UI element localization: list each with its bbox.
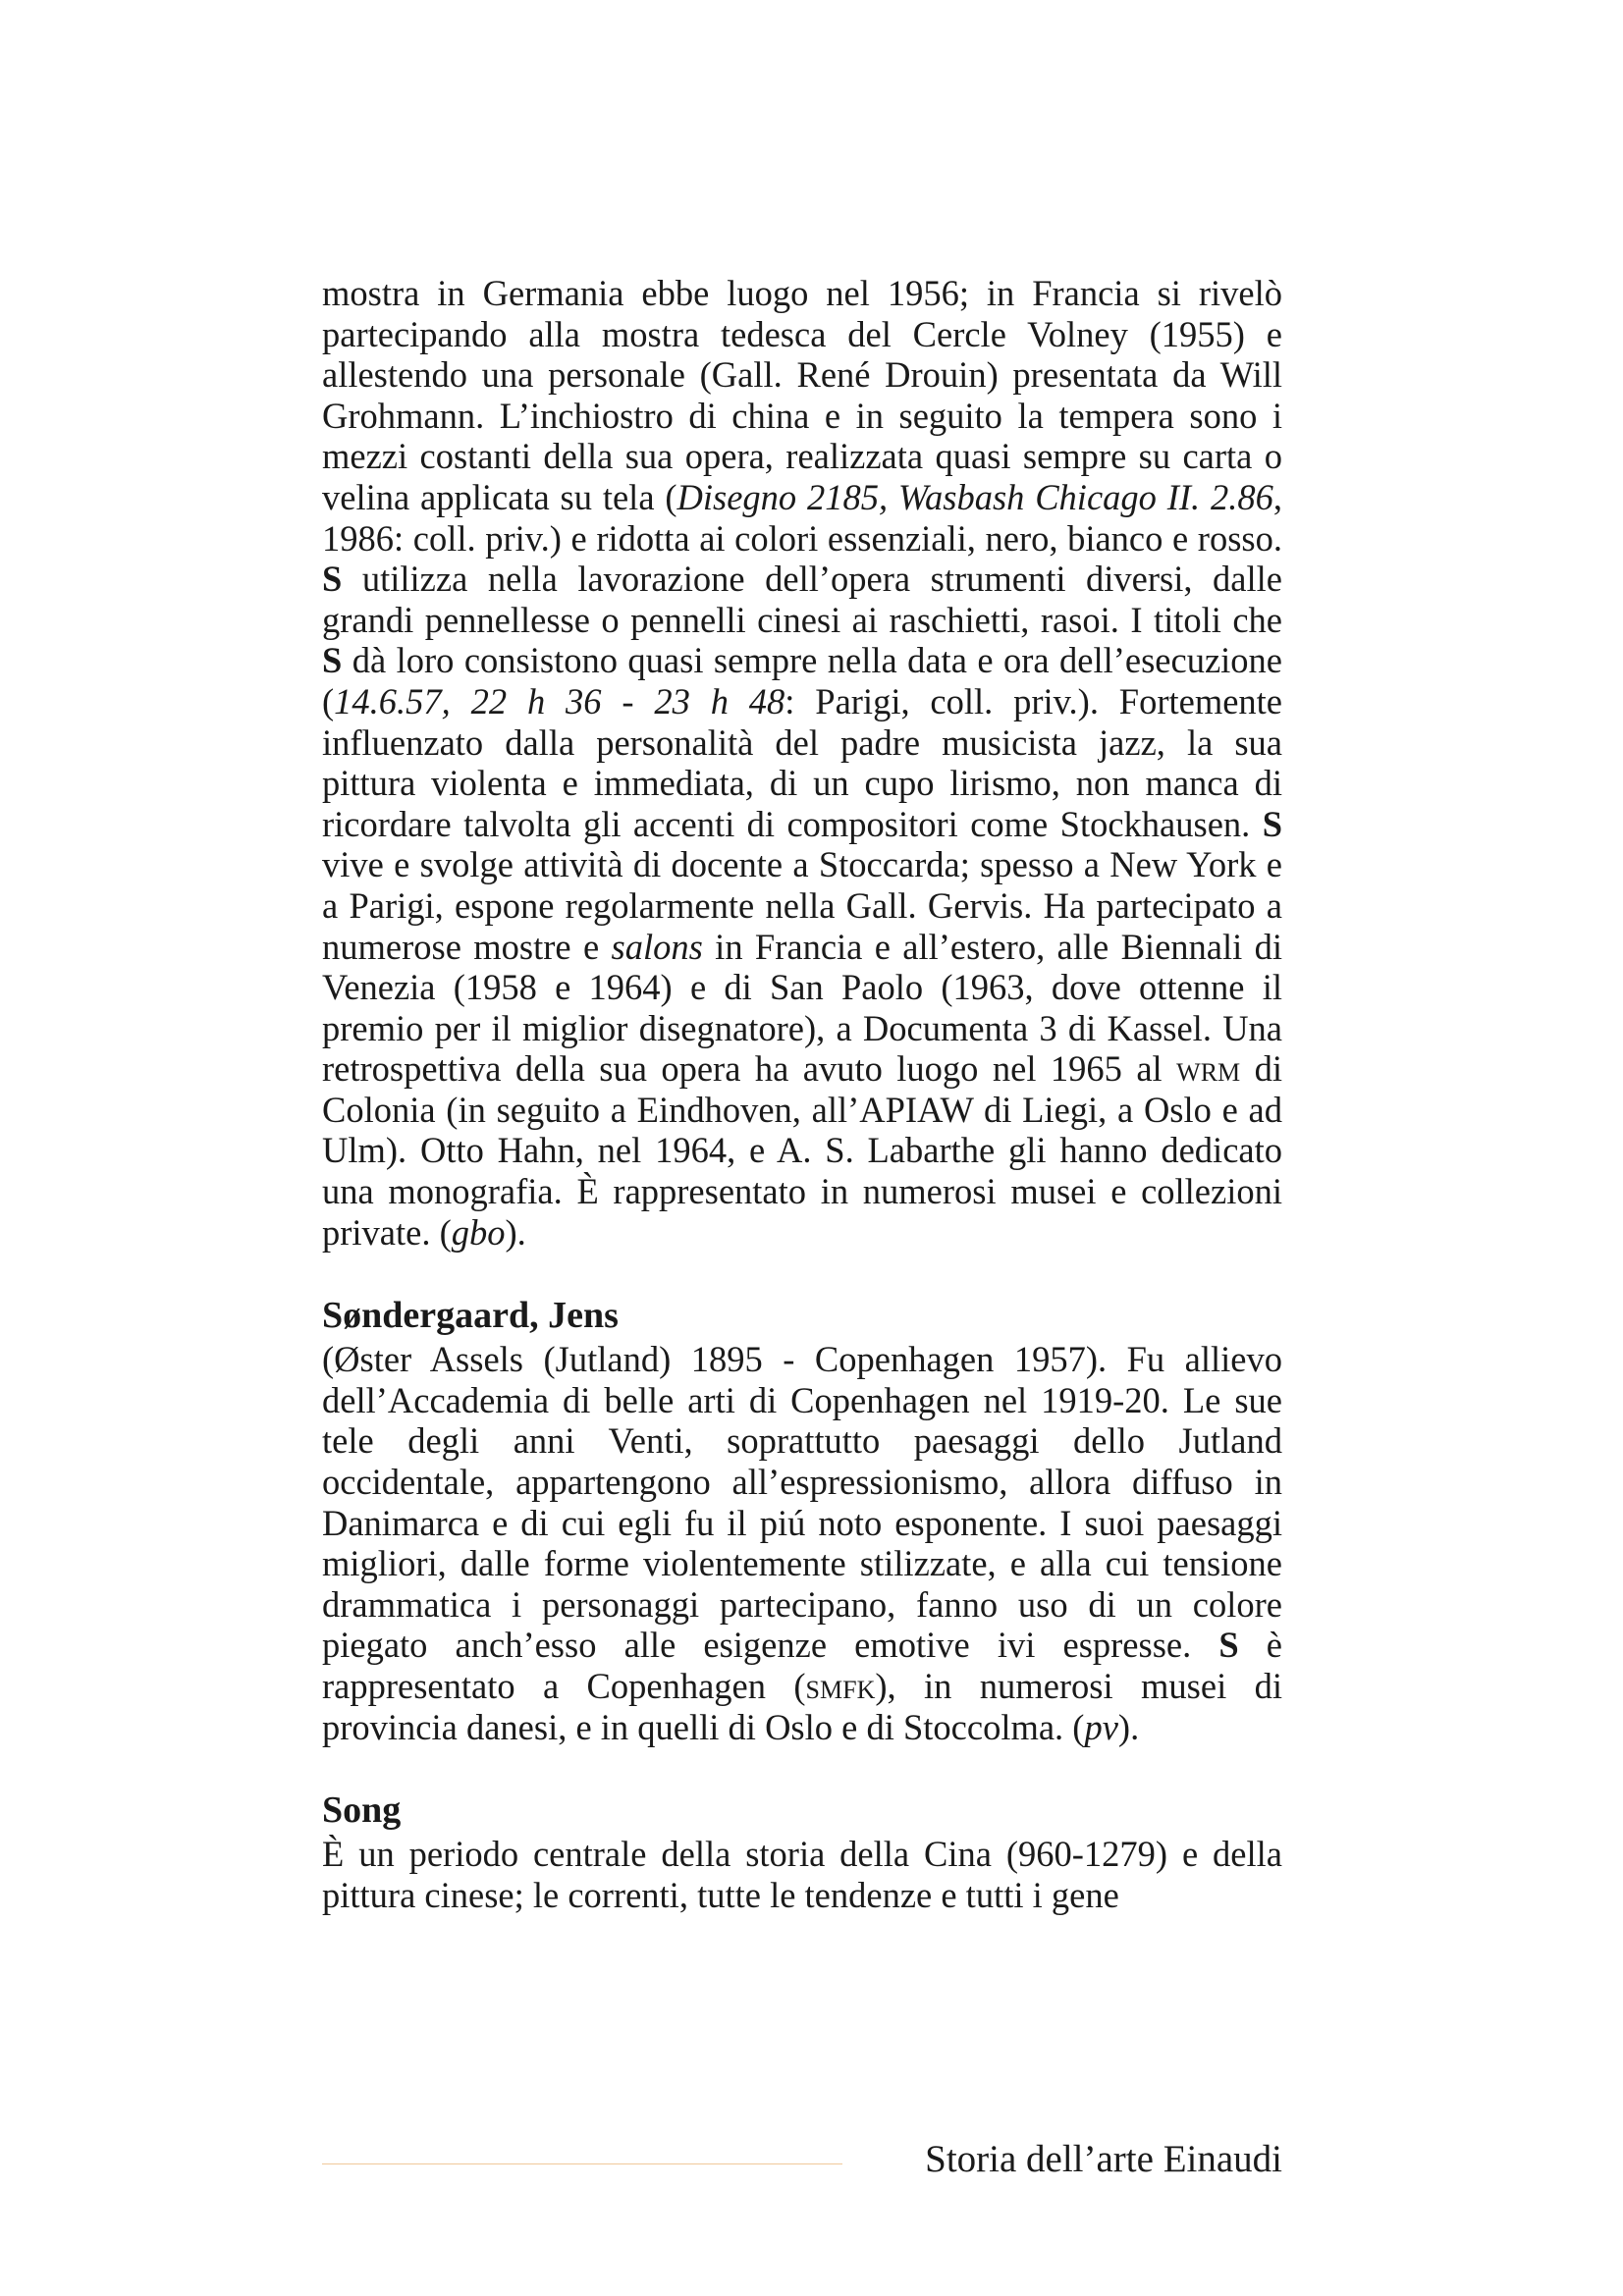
text-run: : Parigi, coll. priv.). Fortemente influenzato dalla personalità del padre musicista jazz, la sua pittura violenta e immediata, di un cupo lirismo, non manca di ricordare talvolta gli accenti di compositori come Stockhausen. — [322, 680, 1283, 844]
subject-abbrev: S — [1218, 1625, 1239, 1666]
subject-abbrev: S — [1262, 803, 1282, 844]
text-run: ). — [505, 1211, 526, 1253]
italic-text: Disegno 2185, Wasbash Chicago II. 2.86 — [676, 476, 1273, 517]
italic-text: salons — [611, 926, 703, 967]
entry-title-song: Song — [322, 1789, 402, 1832]
italic-text: 14.6.57, 22 h 36 - 23 h 48 — [334, 680, 785, 721]
abbrev-smallcaps: smfk — [805, 1666, 876, 1706]
text-run: di Colonia (in seguito a Eindhoven, all’APIAW di Liegi, a Oslo e ad Ulm). Otto Hahn, nel 1964, e A. S. Labarthe gli hanno dedicato una monografia. È rappresentato in numerosi musei e collezioni private. ( — [322, 1048, 1282, 1253]
continued-entry-text — [322, 273, 1282, 1253]
text-run: (Øster Assels (Jutland) 1895 - Copenhagen 1957). Fu allievo dell’Accademia di belle arti di Copenhagen nel 1919-20. Le sue tele degli anni Venti, soprattutto paesaggi dello Jutland occidentale, appartengono all’espressionismo, allora diffuso in Danimarca e di cui egli fu il piú noto esponente. I suoi paesaggi migliori, dalle forme violentemente stilizzate, e alla cui tensione drammatica i personaggi partecipano, fanno uso di un colore piegato anch’esso alle esigenze emotive ivi espresse. — [322, 1339, 1282, 1666]
text-run: , 1986: coll. priv.) e ridotta ai colori essenziali, nero, bianco e rosso. — [322, 476, 1282, 559]
footer-rule — [322, 2163, 842, 2164]
text-run: mostra in Germania ebbe luogo nel 1956; in Francia si rivelò partecipando alla mostra tedesca del Cercle Volney (1955) e allestendo una personale (Gall. René Drouin) presentata da Will Grohmann. L’inchiostro di china e in seguito la tempera sono i mezzi costanti della sua opera, realizzata quasi sempre su carta o velina applicata su tela ( — [322, 273, 1282, 517]
page-footer — [322, 2132, 1282, 2187]
text-run: ), in numerosi musei di provincia danesi, e in quelli di Oslo e di Stoccolma. ( — [322, 1666, 1282, 1747]
subject-abbrev: S — [322, 640, 343, 681]
text-run: è rappresentato a Copenhagen ( — [322, 1625, 1283, 1706]
text-run: dà loro consistono quasi sempre nella data e ora dell’esecuzione ( — [322, 640, 1282, 721]
entry-title-sondergaard: Søndergaard, Jens — [322, 1295, 619, 1337]
text-run: È un periodo centrale della storia della Cina (960-1279) e della pittura cinese; le correnti, tutte le tendenze e tutti i gene — [322, 1834, 1282, 1915]
text-run: ). — [1117, 1706, 1140, 1747]
text-run: utilizza nella lavorazione dell’opera strumenti diversi, dalle grandi pennellesse o pennelli cinesi ai raschietti, rasoi. I titoli che — [322, 559, 1282, 640]
page-body — [322, 273, 1282, 1915]
text-run: in Francia e all’estero, alle Biennali di Venezia (1958 e 1964) e di San Paolo (1963, dove ottenne il premio per il miglior disegnatore), a Documenta 3 di Kassel. Una retrospettiva della sua opera ha avuto luogo nel 1965 al — [322, 926, 1282, 1090]
abbrev-smallcaps: wrm — [1176, 1048, 1241, 1090]
italic-text: pv — [1084, 1706, 1118, 1747]
italic-text: gbo — [451, 1211, 506, 1253]
footer-label: Storia dell’arte Einaudi — [925, 2138, 1282, 2180]
entry-text-song — [322, 1834, 1282, 1915]
subject-abbrev: S — [322, 559, 343, 600]
text-run: vive e svolge attività di docente a Stoccarda; spesso a New York e a Parigi, espone regolarmente nella Gall. Gervis. Ha partecipato a numerose mostre e — [322, 844, 1282, 967]
entry-text-sondergaard — [322, 1339, 1282, 1747]
